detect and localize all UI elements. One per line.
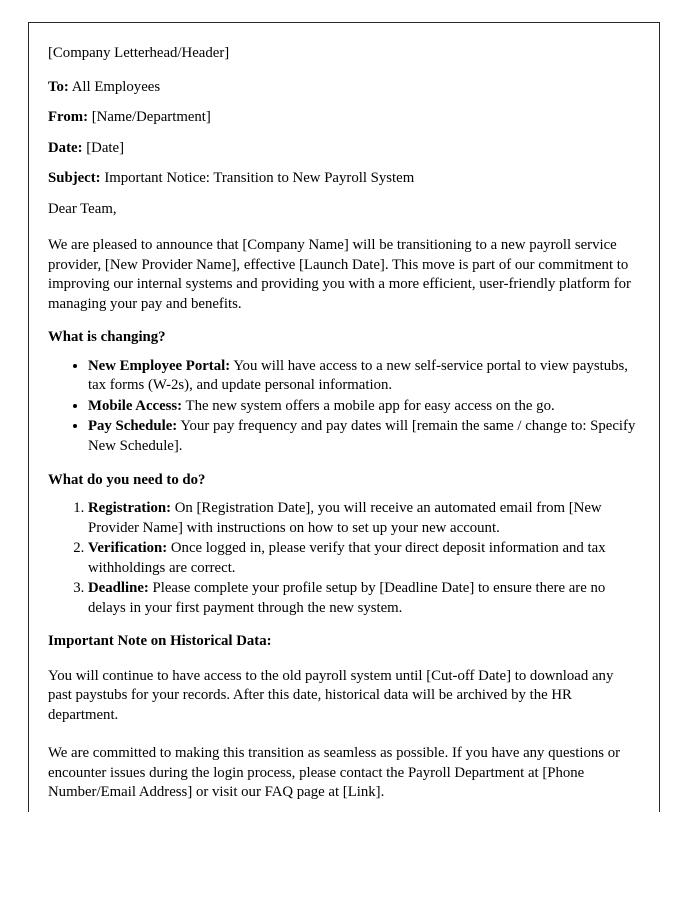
field-date-value: [Date] [86, 139, 125, 156]
todo-item-term: Registration: [88, 500, 172, 517]
field-from-label: From: [48, 109, 88, 126]
salutation: Dear Team, [48, 200, 117, 217]
field-from [48, 108, 636, 128]
field-subject-value: Important Notice: Transition to New Payroll System [104, 170, 415, 187]
field-from-value: [Name/Department] [91, 109, 211, 126]
changing-item-term: Pay Schedule: [88, 418, 178, 435]
field-to-value: All Employees [71, 78, 161, 95]
closing-paragraph: We are committed to making this transition as seamless as possible. If you have any questions or encounter issues during the login process, please contact the Payroll Department at [Phone Number/Email Address] or visit our FAQ page at [Link]. [48, 745, 621, 801]
heading-historical-data: Important Note on Historical Data: [48, 633, 272, 650]
letterhead-placeholder: [Company Letterhead/Header] [48, 45, 230, 61]
list-item [88, 397, 636, 417]
list-item [88, 539, 636, 578]
page-border-right [659, 22, 660, 812]
changing-item-text: Your pay frequency and pay dates will [remain the same / change to: Specify New Schedule]. [88, 418, 636, 454]
page-border-top [28, 22, 660, 23]
list-item [88, 499, 636, 538]
list-item [88, 357, 636, 396]
changing-item-text: You will have access to a new self-service portal to view paystubs, tax forms (W-2s), and update personal information. [88, 357, 628, 394]
todo-item-term: Deadline: [88, 580, 149, 597]
list-item [88, 417, 636, 456]
todo-item-term: Verification: [88, 540, 168, 557]
field-to [48, 78, 636, 98]
field-subject-label: Subject: [48, 170, 101, 187]
todo-item-text: Once logged in, please verify that your direct deposit information and tax withholdings are correct. [88, 540, 606, 576]
changing-list [48, 357, 636, 457]
heading-what-is-changing: What is changing? [48, 329, 166, 346]
heading-what-to-do: What do you need to do? [48, 471, 206, 488]
field-to-label: To: [48, 78, 69, 95]
changing-item-term: Mobile Access: [88, 397, 183, 414]
historical-paragraph: You will continue to have access to the old payroll system until [Cut-off Date] to download any past paystubs for your records. After this date, historical data will be archived by the HR department. [48, 667, 614, 723]
todo-list [48, 499, 636, 618]
changing-item-text: The new system offers a mobile app for easy access on the go. [182, 397, 555, 414]
field-subject [48, 169, 636, 189]
list-item [88, 579, 636, 618]
todo-item-text: On [Registration Date], you will receive an automated email from [New Provider Name] with instructions on how to set up your new account. [88, 500, 602, 536]
field-date [48, 139, 636, 159]
todo-item-text: Please complete your profile setup by [Deadline Date] to ensure there are no delays in your first payment through the new system. [88, 580, 606, 616]
changing-item-term: New Employee Portal: [88, 357, 231, 374]
field-date-label: Date: [48, 139, 83, 156]
intro-paragraph: We are pleased to announce that [Company Name] will be transitioning to a new payroll service provider, [New Provider Name], effective [Launch Date]. This move is part of our commitment to improving our internal systems and providing you with a more efficient, user-friendly platform for managing your pay and benefits. [48, 237, 631, 312]
page-border-left [28, 22, 29, 812]
document-content [48, 44, 636, 816]
